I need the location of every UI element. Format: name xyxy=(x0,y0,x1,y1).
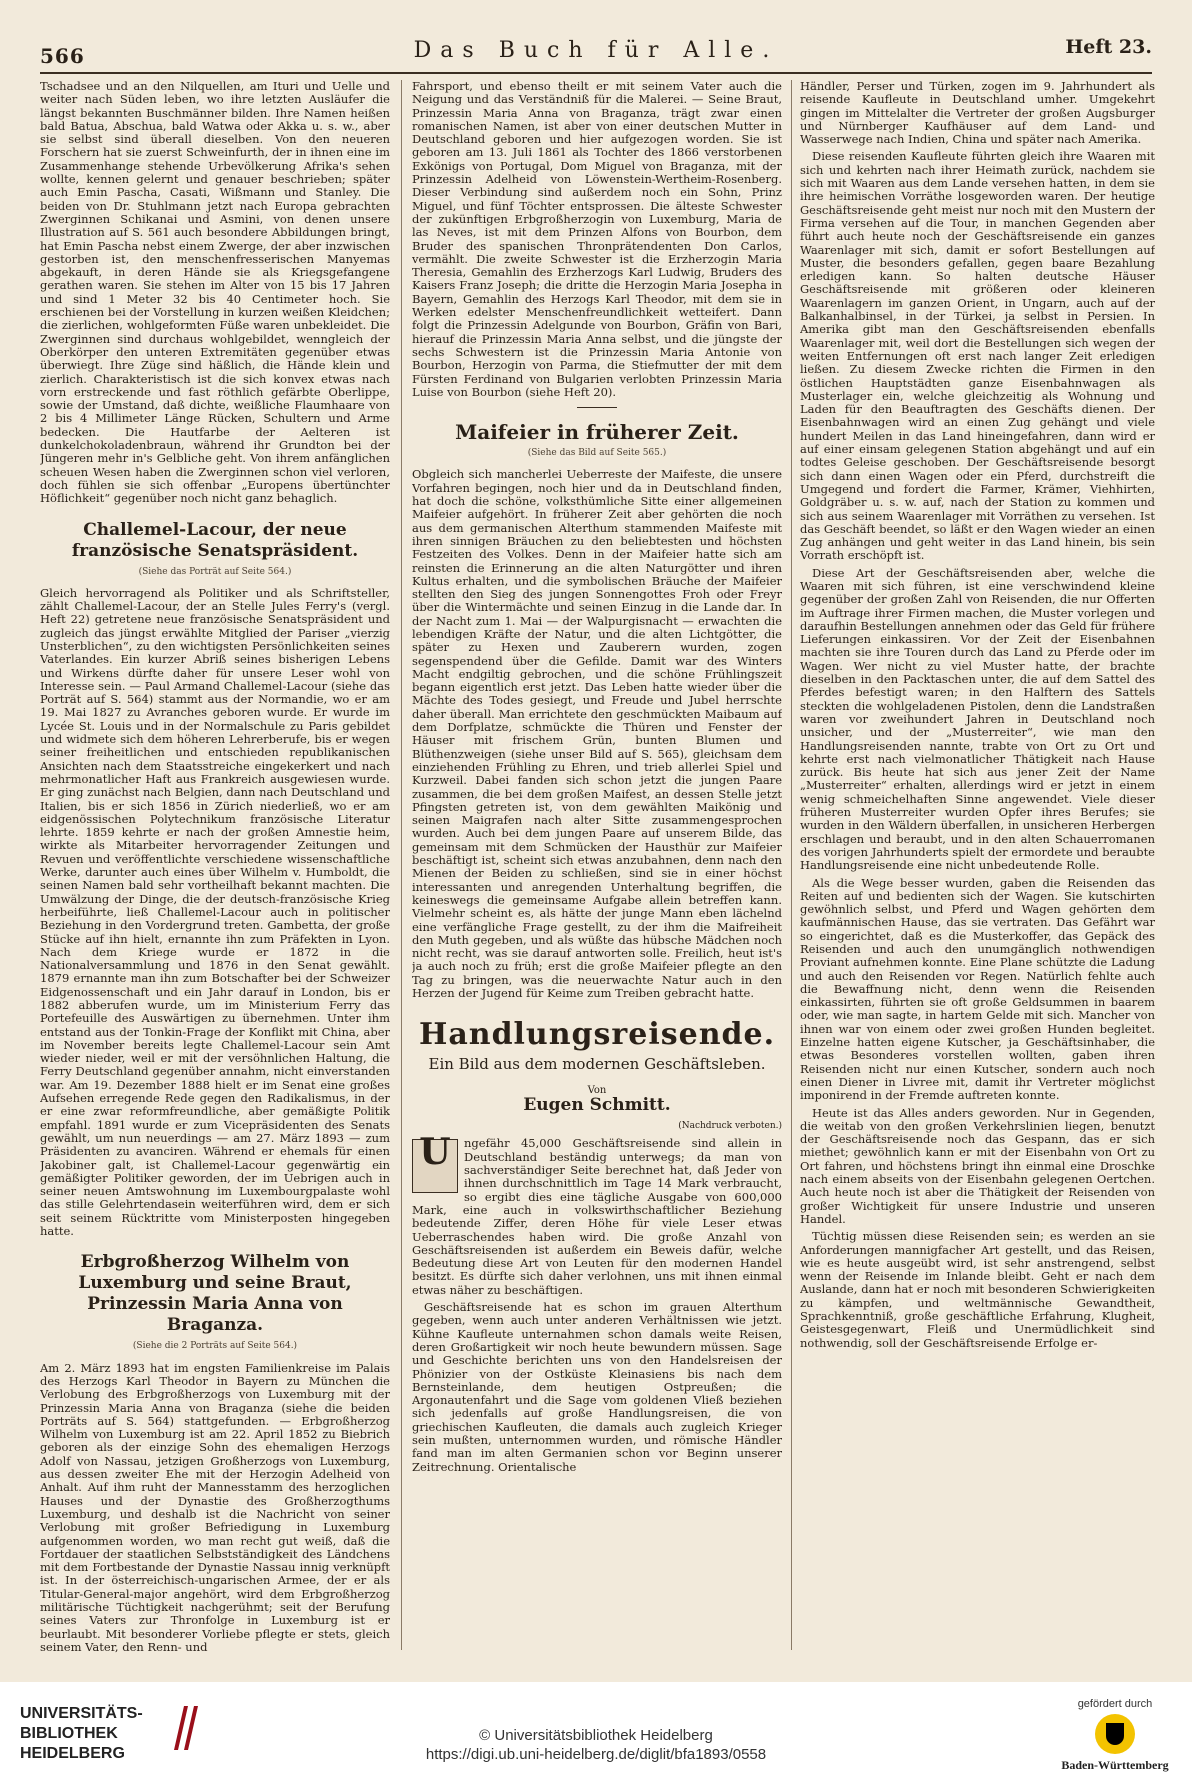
footer-credits xyxy=(0,1726,1192,1764)
col3-para-6: Tüchtig müssen diese Reisenden sein; es werden an sie Anforderungen mannigfacher Art gestellt, und das Reisen, wie es heute ausgeübt wird, ist sehr anstrengend, selbst wenn der Reisende im Inlande bleibt. Geht er nach dem Auslande, dann hat er noch mit besonderen Schwierigkeiten zu kämpfen, und weltmännische Gewandtheit, Sprachkenntniß, große geschäftliche Erfahrung, Klugheit, Geistesgegenwart, Fleiß und Unermüdlichkeit sind nothwendig, soll der Geschäftsreisende Erfolge er- xyxy=(800,1229,1155,1350)
sponsor-label: gefördert durch xyxy=(1077,1698,1153,1710)
maifeier-see-note: (Siehe das Bild auf Seite 565.) xyxy=(527,448,667,459)
copyright-text: © Universitätsbibliothek Heidelberg xyxy=(479,1727,713,1744)
col3-para-1: Händler, Perser und Türken, zogen im 9. Jahrhundert als reisende Kaufleute in Deutschland umher. Umgekehrt gingen im Mittelalter die Vertreter der großen Augsburger und Nürnberger Kaufhäuser auf dem Land- und Wasserwege nach Indien, China und später nach Amerika. xyxy=(800,80,1155,147)
handlungsreisende-heading: Handlungsreisende. xyxy=(418,1017,776,1053)
braganza-text: Fahrsport, und ebenso theilt er mit seinem Vater auch die Neigung und das Verständniß für die Malerei. — Seine Braut, Prinzessin Maria Anna von Braganza, trägt zwar einen romanischen Namen, ist aber von einer deutschen Mutter in Deutschland geboren und hier aufgezogen worden. Sie ist geboren am 13. Juli 1861 als Tochter des 1866 verstorbenen Exkönigs von Portugal, Dom Miguel von Braganza, mit der Prinzessin Adelheid von Löwenstein-Wertheim-Rosenberg. Dieser Verbindung sind außerdem noch ein Sohn, Prinz Miguel, und fünf Töchter entsprossen. Die älteste Schwester der zukünftigen Erbgroßherzogin von Luxemburg, Maria de las Neves, ist mit dem Prinzen Alfons von Bourbon, dem Bruder des spanischen Thronprätendenten Don Carlos, vermählt. Die zweite Schwester ist die Erzherzogin Maria Theresia, Gemahlin des Erzherzogs Karl Ludwig, Bruders des Kaisers Franz Joseph; die dritte die Herzogin Maria Josepha in Bayern, Gemahlin des Herzogs Karl Theodor, mit dem sie in Werken edelster Menschenfreundlichkeit wetteifert. Dann folgt die Prinzessin Adelgunde von Bourbon, Gräfin von Bari, hierauf die Prinzessin Maria Anna selbst, und die jüngste der sechs Schwestern ist die Prinzessin Maria Antonie von Bourbon, Herzogin von Parma, die Stiefmutter der mit dem Fürsten Ferdinand von Bulgarien verlobten Prinzessin Maria Luise von Bourbon (siehe Heft 20). xyxy=(412,80,782,399)
col3-para-2: Diese reisenden Kaufleute führten gleich ihre Waaren mit sich und kehrten nach ihrer Heimath zurück, nachdem sie sich mit Waaren aus dem Lande versehen hatten, in dem sie ihre heimischen Vorräthe losgeworden waren. Der heutige Geschäftsreisende geht meist nur noch mit den Mustern der Firma versehen auf die Tour, in manchen Gegenden aber führt auch heute noch der Geschäftsreisende ein ganzes Waarenlager mit sich, damit er sofort Bestellungen auf Muster, die besonders gefallen, gegen baare Bezahlung erledigen kann. So halten deutsche Häuser Geschäftsreisende mit größeren oder kleineren Waarenlagern im ganzen Orient, in Ungarn, auch auf der Balkanhalbinsel, in der Türkei, ja selbst in Persien. In Amerika gibt man den Geschäftsreisenden ebenfalls Waarenlager mit, weil dort die Bestellungen sich wegen der weiten Entfernungen oft erst nach langer Zeit erledigen ließen. Zu diesem Zwecke richten die Firmen in den östlichen Hauptstädten ganze Eisenbahnwagen als Musterlager ein, welche gleichzeitig als Wohnung und Laden für den Beauftragten des Geschäfts dienen. Der Eisenbahnwagen wird an einen Zug gehängt und viele hundert Meilen in das Land hineingefahren, dann wird er auf einer einsam gelegenen Station abgehängt und auf ein todtes Geleise geschoben. Der Geschäftsreisende besorgt sich dann einen Wagen oder ein Pferd, durchstreift die Umgegend und fordert die Farmer, Krämer, Viehhirten, Goldgräber u. s. w. auf, nach der Station zu kommen und sich aus seinem Waarenlager mit Vorräthen zu versehen. Ist das Geschäft beendet, so läßt er den Wagen wieder an einen Zug anhängen und geht weiter in das Land hinein, bis sein Vorrath erschöpft ist. xyxy=(800,149,1155,563)
luxemburg-see-note: (Siehe die 2 Porträts auf Seite 564.) xyxy=(132,1341,298,1352)
maifeier-text: Obgleich sich mancherlei Ueberreste der Maifeste, die unsere Vorfahren begingen, noch hier und da in Deutschland finden, hat doch die schöne, volksthümliche Sitte einer allgemeinen Maifeier aufgehört. In früherer Zeit aber gehörten die noch aus dem germanischen Alterthum stammenden Maifeste mit ihren sinnigen Bräuchen zu den beliebtesten und höchsten Festzeiten des Volkes. Denn in der Maifeier hatte sich am reinsten die Erinnerung an die alten Naturgötter und ihren Kultus erhalten, und die symbolischen Bräuche der Maifeier stellten den Sieg des jungen Sonnengottes Froh oder Freyr über die Wintermächte und seinen Einzug in die Lande dar. In der Nacht zum 1. Mai — der Walpurgisnacht — erwachten die lebendigen Kräfte der Natur, und die alten Lichtgötter, die später zu Hexen und Zauberern wurden, zogen segenspendend über die Gefilde. Damit war des Winters Macht endgiltig gebrochen, und die schöne Frühlingszeit begann eigentlich erst jetzt. Das Leben hatte wieder über die Mächte des Todes gesiegt, und Freude und Jubel herrschte daher überall. Man errichtete den geschmückten Maibaum auf dem Dorfplatze, schmückte die Thüren und Fenster der Häuser mit frischem Grün, bunten Blumen und Blüthenzweigen (siehe unser Bild auf S. 565), gleichsam dem einziehenden Frühling zu Ehren, und trieb allerlei Spiel und Kurzweil. Dabei fanden sich schon jetzt die jungen Paare zusammen, die bei dem großen Maifest, an dessen Stelle jetzt Pfingsten getreten ist, von dem gewählten Maikönig und seinen Maigrafen nach alter Sitte zusammengesprochen wurden. Auch bei dem jungen Paare auf unserem Bilde, das gemeinsam mit dem Schmücken der Hausthür zur Maifeier beschäftigt ist, scheint sich etwas anzubahnen, denn nach den Mienen der Beiden zu schließen, sind sie in einer höchst interessanten und anregenden Unterhaltung begriffen, die keineswegs die gemeinsame Aufgabe allein betreffen kann. Vielmehr scheint es, als hätte der junge Mann eben lächelnd eine verfängliche Frage gestellt, zu der ihm die Maifreiheit den Muth gegeben, und als wüßte das hübsche Mädchen noch nicht recht, was sie darauf antworten solle. Freilich, heut ist's ja auch noch zu früh; erst die große Maifeier pflegte an den Tag zu bringen, was die neuerwachte Natur auch in den Herzen der Jugend für Keime zum Treiben gebracht hatte. xyxy=(412,467,782,1000)
baden-wuerttemberg-crest-icon xyxy=(1095,1714,1135,1754)
page-header xyxy=(40,30,1152,70)
handlungsreisende-intro: ngefähr 45,000 Geschäftsreisende sind allein in Deutschland beständig unterwegs; da man von sachverständiger Seite berechnet hat, daß Jeder von ihnen durchschnittlich im Tage 14 Mark verbraucht, so ergibt dies eine tägliche Ausgabe von 600,000 Mark, eine auch in volkswirthschaftlicher Beziehung bedeutende Ziffer, deren Höhe für viele Leser etwas Ueberraschendes haben wird. Die große Anzahl von Geschäftsreisenden ist außerdem ein Beweis dafür, welche Bedeutung diese Art von Leuten für den modernen Handel besitzt. Es dürfte sich daher verlohnen, uns mit ihnen einmal etwas näher zu beschäftigen. xyxy=(412,1136,782,1297)
footer-bar xyxy=(0,1682,1192,1781)
column-divider xyxy=(791,80,792,1650)
source-url[interactable]: https://digi.ub.uni-heidelberg.de/diglit/bfa1893/0558 xyxy=(425,1746,767,1763)
pygmy-article-text: Tschadsee und an den Nilquellen, am Ituri und Uelle und weiter nach Süden leben, wo ihre letzten Ausläufer die längst bekannten Buschmänner bilden. Ihre Namen heißen bald Batua, Abschua, bald Watwa oder Akka u. s. w., aber sie selbst sind überall dieselben. Von den neueren Forschern hat sie zuerst Schweinfurth, der in ihnen eine im Zusammenhange stehende Urbevölkerung Afrika's sehen wollte, kennen gelernt und genauer beschrieben; später auch Emin Pascha, Casati, Wißmann und Stanley. Die beiden von Dr. Stuhlmann jetzt nach Europa gebrachten Zwerginnen Schikanai und Asmini, von denen unsere Illustration auf S. 561 auch besondere Abbildungen bringt, hat Emin Pascha nebst einem Zwerge, der aber inzwischen gestorben ist, den menschenfresserischen Manyemas abgekauft, in deren Hände sie als Kriegsgefangene gerathen waren. Sie stehen im Alter von 15 bis 17 Jahren und sind 1 Meter 32 bis 40 Centimeter hoch. Sie erschienen bei der Vorstellung in kurzen weißen Kleidchen; die zierlichen, wohlgeformten Füße waren unbekleidet. Die Zwerginnen sind durchaus wohlgebildet, wenngleich der Oberkörper den unteren Extremitäten gegenüber etwas überwiegt. Ihre Züge sind häßlich, die Hände klein und zierlich. Charakteristisch ist die sich konvex etwas nach vorn erstreckende und fast röthlich gefärbte Oberlippe, sowie der Umstand, daß dichte, weißliche Flaumhaare von 2 bis 4 Millimeter Länge Rücken, Schultern und Arme bedecken. Die Hautfarbe der Aelteren ist dunkelchokoladenbraun, während ihr Grundton bei der Jüngeren mehr in's Gelbliche geht. Von ihrem anfänglichen scheuen Wesen haben die Zwerginnen schon viel verloren, doch fühlen sie sich offenbar „Europens übertünchter Höflichkeit“ gegenüber noch nicht ganz behaglich. xyxy=(40,80,390,506)
handlungsreisende-subtitle: Ein Bild aus dem modernen Geschäftsleben. xyxy=(428,1055,766,1074)
section-separator xyxy=(577,407,617,408)
running-title: Das Buch für Alle. xyxy=(413,38,779,63)
page-number: 566 xyxy=(40,44,85,68)
col3-para-4: Als die Wege besser wurden, gaben die Reisenden das Reiten auf und bedienten sich der Wagen. Sie kutschirten gewöhnlich selbst, und Pferd und Wagen gehörten dem kaufmännischen Hause, das sie vertraten. Das Gefährt war so eingerichtet, daß es die Musterkoffer, das Gepäck des Reisenden und auch den unumgänglich nothwendigen Proviant aufnehmen konnte. Eine Plane schützte die Ladung und auch den Reisenden vor Regen. Natürlich fehlte auch die Bewaffnung nicht, denn wenn die Reisenden einkassirten, führten sie oft große Geldsummen in baarem oder, wie man sagte, in hartem Gelde mit sich. Mancher von ihnen war von einem oder zwei großen Hunden begleitet. Einzelne hatten eigene Kutscher, ja Geschäftsinhaber, die etwas Besonderes vorstellen wollten, gaben ihren Reisenden nicht nur einen Kutscher, sondern auch noch einen Diener in Livree mit, damit ihr Vertreter möglichst imponirend in der Fremde auftreten konnte. xyxy=(800,875,1155,1103)
challemel-see-note: (Siehe das Porträt auf Seite 564.) xyxy=(138,566,292,577)
challemel-text: Gleich hervorragend als Politiker und als Schriftsteller, zählt Challemel-Lacour, der an Stelle Jules Ferry's (vergl. Heft 22) getretene neue französische Senatspräsident und zugleich das jüngst erwählte Mitglied der Pariser „vierzig Unsterblichen“, zu den wichtigsten Persönlichkeiten seines Vaterlandes. Ein kurzer Abriß seines bisherigen Lebens und Wirkens dürfte daher für unsere Leser wohl von Interesse sein. — Paul Armand Challemel-Lacour (siehe das Porträt auf S. 564) stammt aus der Normandie, wo er am 19. Mai 1827 zu Avranches geboren wurde. Er wurde im Lycée St. Louis und in der Normalschule zu Paris gebildet und widmete sich dem höheren Lehrerberufe, bis er wegen seiner freiheitlichen und entschieden republikanischen Ansichten nach dem Staatsstreiche eingekerkert und nach mehrmonatlicher Haft aus Frankreich ausgewiesen wurde. Er ging zunächst nach Belgien, dann nach Deutschland und Italien, bis er sich 1856 in Zürich niederließ, wo er am eidgenössischen Polytechnikum französische Literatur lehrte. 1859 kehrte er nach der großen Amnestie heim, wirkte als Mitarbeiter hervorragender Zeitungen und Revuen und veröffentlichte verschiedene wissenschaftliche Werke, darunter auch eines über Wilhelm v. Humboldt, die seinen Namen bald sehr vortheilhaft bekannt machten. Die Umwälzung der Dinge, die der deutsch-französische Krieg herbeiführte, ließ Challemel-Lacour auch in politischer Beziehung in den Vordergrund treten. Gambetta, der große Stücke auf ihn hielt, ernannte ihn zum Präfekten in Lyon. Nach dem Kriege wurde er 1872 in die Nationalversammlung und 1876 in den Senat gewählt. 1879 ernannte man ihn zum Botschafter bei der Schweizer Eidgenossenschaft und ein Jahr darauf in London, bis er 1882 abberufen wurde, um im Ministerium Ferry das Portefeuille des Auswärtigen zu übernehmen. Unter ihm entstand aus der Tonkin-Frage der Konflikt mit China, aber im November bereits legte Challemel-Lacour sein Amt wieder nieder, weil er mit der versöhnlichen Haltung, die Ferry Deutschland gegenüber annahm, nicht einverstanden war. Am 19. Dezember 1888 hielt er im Senat eine großes Aufsehen erregende Rede gegen den Radikalismus, in der er eine zwar reformfreundliche, aber gemäßigte Politik empfahl. 1891 wurde er zum Vicepräsidenten des Senats gewählt, um nun neuerdings — am 27. März 1893 — zum Präsidenten zu avanciren. Während er ehemals für einen Jakobiner galt, ist Challemel-Lacour gegenwärtig ein gemäßigter Politiker geworden, der im Uebrigen auch in seiner neuen Amtswohnung im Luxembourgpalaste wohl das stille Gelehrtendasein weiterführen wird, dem er sich seit seinem Rücktritte vom Ministerposten hingegeben hatte. xyxy=(40,585,390,1239)
reprint-notice: (Nachdruck verboten.) xyxy=(678,1121,782,1132)
column-1 xyxy=(40,80,390,1655)
handlungsreisende-history: Geschäftsreisende hat es schon im grauen Alterthum gegeben, wenn auch unter anderen Verhältnissen wie jetzt. Kühne Kaufleute unternahmen schon damals weite Reisen, deren Großartigkeit wir noch heute bewundern müssen. Sage und Geschichte berichten uns von den Handelsreisen der Phönizier von der Ostküste Kleinasiens bis nach dem Bernsteinlande, dem heutigen Ostpreußen; die Argonautenfahrt und die Sage vom goldenen Vließ beziehen sich jedenfalls auf große Handlungsreisen, die von griechischen Kaufleuten, die damals auch zugleich Krieger sein mußten, unternommen wurden, und römische Händler fand man im alten Germanien schon vor Beginn unserer Zeitrechnung. Orientalische xyxy=(412,1300,782,1474)
luxemburg-text: Am 2. März 1893 hat im engsten Familienkreise im Palais des Herzogs Karl Theodor in Bayern zu München die Verlobung des Erbgroßherzogs von Luxemburg mit der Prinzessin Maria Anna von Braganza (siehe die beiden Porträts auf S. 564) stattgefunden. — Erbgroßherzog Wilhelm von Luxemburg ist am 22. April 1852 zu Biebrich geboren als der einzige Sohn des ehemaligen Herzogs Adolf von Nassau, jetzigen Großherzogs von Luxemburg, aus dessen zweiter Ehe mit der Herzogin Adelheid von Anhalt. Auf ihm ruht der Mannesstamm des herzoglichen Hauses und der Dynastie des Großherzogthums Luxemburg, und deshalb ist die Nachricht von seiner Verlobung mit großer Befriedigung in Luxemburg aufgenommen worden, wo man recht gut weiß, daß die Fortdauer der staatlichen Selbstständigkeit des Ländchens mit dem Fortbestande der Dynastie Nassau innig verknüpft ist. In der österreichisch-ungarischen Armee, der er als Titular-General-major angehört, wird dem Erbgroßherzog militärische Tüchtigkeit nachgerühmt; seit der Berufung seines Vaters zur Thronfolge in Luxemburg ist er beurlaubt. Mit besonderer Vorliebe pflegte er stets, gleich seinem Vater, den Renn- und xyxy=(40,1360,390,1654)
header-rule xyxy=(40,72,1152,74)
sponsor-name: Baden-Württemberg xyxy=(1061,1758,1169,1772)
library-logo-text: UNIVERSITÄTS- BIBLIOTHEK HEIDELBERG xyxy=(20,1705,143,1762)
maifeier-heading: Maifeier in früherer Zeit. xyxy=(455,420,739,445)
sponsor-block xyxy=(1060,1698,1170,1773)
column-3 xyxy=(800,80,1155,1655)
byline-von: Von xyxy=(587,1084,607,1096)
column-divider xyxy=(401,80,402,1650)
drop-cap xyxy=(412,1131,458,1193)
col3-para-3: Diese Art der Geschäftsreisenden aber, welche die Waaren mit sich führen, ist eine verschwindend kleine gegenüber der großen Zahl von Reisenden, die nur Offerten im Auftrage ihrer Firmen machen, die Muster vorlegen und daraufhin Bestellungen annehmen oder das Geld für frühere Lieferungen einkassiren. Vor der Zeit der Eisenbahnen machten sie ihre Touren durch das Land zu Pferde oder im Wagen. Wer nicht zu viel Muster hatte, der brachte dieselben in den Packtaschen unter, die auf dem Sattel des Pferdes befestigt waren; in den Halftern des Sattels steckten die wohlgeladenen Pistolen, denn die Landstraßen waren vor zweihundert Jahren in Deutschland noch unsicher, und der „Musterreiter“, wie man den Handlungsreisenden nannte, trabte von Ort zu Ort und kehrte erst nach vielmonatlicher Thätigkeit nach Hause zurück. Bis heute hat sich aus jener Zeit der Name „Musterreiter“ erhalten, allerdings wird er jetzt in einem wenig schmeichelhaften Sinne angewendet. Viele dieser früheren Musterreiter wurden Opfer ihres Berufes; sie wurden in den Wäldern überfallen, in unsicheren Herbergen erschlagen und beraubt, und in den alten Schauerromanen des vorigen Jahrhunderts spielt der ermordete und beraubte Handlungsreisende eine nicht unbedeutende Rolle. xyxy=(800,565,1155,873)
column-2 xyxy=(412,80,782,1655)
drop-cap-letter: U xyxy=(419,1131,451,1174)
luxemburg-heading: Erbgroßherzog Wilhelm von Luxemburg und seine Braut, Prinzessin Maria Anna von Braganza. xyxy=(78,1252,352,1336)
col3-para-5: Heute ist das Alles anders geworden. Nur in Gegenden, die weitab von den großen Verkehrslinien liegen, benutzt der Geschäftsreisende noch das Gespann, das er sich miethet; gewöhnlich kann er mit der Eisenbahn von Ort zu Ort fahren, und höchstens bringt ihn einmal eine Droschke nach einem abseits von der Eisenbahn gelegenen Oertchen. Auch heute noch ist aber die Thätigkeit der Reisenden von großer Wichtigkeit für unsere Industrie und unseren Handel. xyxy=(800,1105,1155,1226)
issue-number: Heft 23. xyxy=(1065,36,1152,58)
author-name: Eugen Schmitt. xyxy=(523,1094,671,1115)
challemel-heading: Challemel-Lacour, der neue französische Senatspräsident. xyxy=(71,519,359,561)
